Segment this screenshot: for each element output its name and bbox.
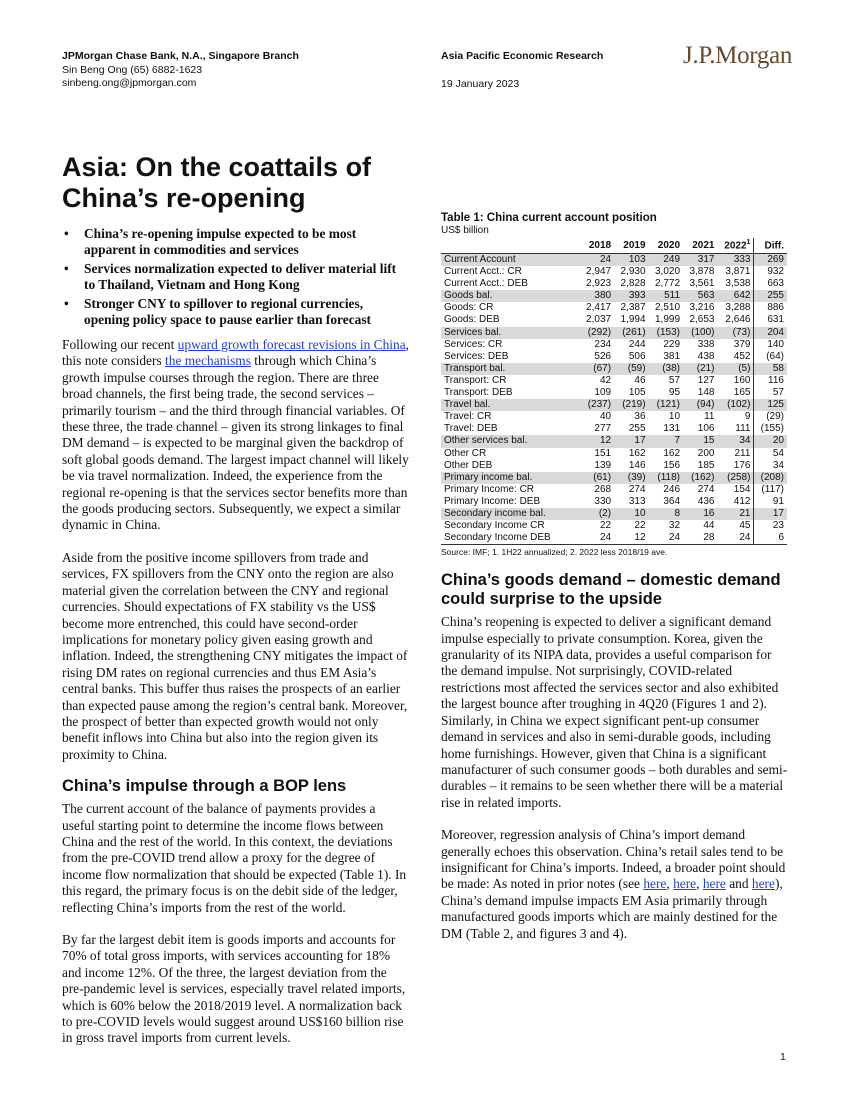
table-cell: (73)	[717, 327, 753, 339]
table-cell: (5)	[717, 363, 753, 375]
table-cell: (59)	[614, 363, 648, 375]
row-label: Goods bal.	[441, 290, 580, 302]
text-run: and	[725, 876, 752, 892]
row-label: Travel: DEB	[444, 423, 498, 435]
table-cell: 2,037	[586, 314, 612, 326]
table-cell: 34	[717, 435, 753, 447]
table-cell: (208)	[754, 472, 787, 484]
table-cell: 45	[739, 520, 751, 532]
table-cell: 40	[599, 411, 612, 423]
table-cell: (162)	[683, 472, 717, 484]
table-cell: 54	[754, 448, 787, 460]
table-cell: 58	[754, 363, 787, 375]
table-cell: 10	[614, 508, 648, 520]
table-cell: 3,878	[689, 266, 715, 278]
key-point-text: Services normalization expected to deliver material lift to Thailand, Vietnam and Hong Kong	[84, 261, 397, 292]
key-point	[62, 261, 410, 293]
table-cell: (258)	[717, 472, 753, 484]
report-date: 19 January 2023	[441, 77, 520, 90]
row-label: Services: CR	[444, 338, 503, 350]
goods-demand-paragraph-2	[441, 827, 789, 942]
table-cell: 24	[717, 532, 753, 545]
section-heading-bop: China’s impulse through a BOP lens	[62, 777, 347, 796]
table-cell: 140	[754, 339, 787, 351]
author-phone: Sin Beng Ong (65) 6882-1623	[62, 63, 203, 76]
table-cell: 17	[614, 435, 648, 447]
table-cell: 6	[754, 532, 787, 545]
bullet-icon: •	[64, 226, 69, 241]
jpmorgan-logo: J.P.Morgan	[683, 42, 793, 69]
table-cell: 380	[580, 290, 614, 302]
footnote-marker: 1	[746, 239, 751, 247]
table-cell: 663	[754, 278, 787, 290]
table-cell: 2,947	[586, 266, 612, 278]
row-label: Primary Income: CR	[444, 483, 535, 495]
table-cell: 162	[663, 447, 681, 459]
table-cell: 2,387	[620, 302, 646, 314]
table-cell: 317	[683, 254, 717, 267]
table-cell: 116	[754, 375, 787, 387]
row-label: Travel bal.	[441, 399, 580, 411]
bullet-icon: •	[64, 261, 69, 276]
table-cell: 412	[733, 495, 751, 507]
bop-paragraph-2: By far the largest debit item is goods imports and accounts for 70% of total gross imports, with services accounting for 18% and income 12%. Of the three, the largest deviation from the pre-pandemic level is services, especially travel related imports, which is 60% below the 2018/2019 level. A normalization back to pre-COVID levels would suggest around US$160 billion rise in gross travel imports from current levels.	[62, 932, 406, 1046]
table-cell: 106	[697, 423, 715, 435]
text-run: ), China’s demand impulse impacts EM Asia primarily through manufactured goods imports which are mainly destined for the DM (Table 2, and figures 3 and 4).	[441, 876, 783, 941]
growth-revisions-link[interactable]: upward growth forecast revisions in China	[177, 337, 406, 352]
table-cell: 333	[717, 254, 753, 267]
table-cell: 269	[754, 254, 787, 267]
table-row	[441, 327, 787, 339]
author-block	[62, 50, 299, 91]
table-cell: (292)	[580, 327, 614, 339]
table-cell: (155)	[754, 423, 787, 435]
table-cell: 44	[703, 520, 715, 532]
table-cell: 125	[754, 399, 787, 411]
table-cell: (261)	[614, 327, 648, 339]
table-row	[441, 496, 787, 508]
table-cell: 1,994	[620, 314, 646, 326]
table-cell: 160	[733, 374, 751, 386]
table-cell: (29)	[754, 411, 787, 423]
table-row	[441, 302, 787, 314]
table-cell: 2,930	[620, 266, 646, 278]
header-text: 2022	[724, 240, 747, 252]
row-label: Secondary Income DEB	[441, 532, 580, 545]
table-cell: 109	[594, 387, 612, 399]
table-cell: 24	[580, 532, 614, 545]
row-label: Transport: DEB	[444, 387, 513, 399]
company-name: JPMorgan Chase Bank, N.A., Singapore Branch	[62, 50, 299, 62]
key-points-list	[62, 226, 410, 328]
continued-text-spacer	[441, 162, 789, 202]
table-cell: 511	[649, 290, 683, 302]
table-cell: 154	[733, 483, 751, 495]
table-row	[441, 472, 787, 484]
table-row	[441, 387, 787, 399]
table-cell: 642	[717, 290, 753, 302]
table-cell: (21)	[683, 363, 717, 375]
table-row	[441, 254, 787, 267]
table-body	[441, 254, 787, 545]
mechanisms-link[interactable]: the mechanisms	[165, 353, 251, 369]
table-cell: 2,923	[586, 278, 612, 290]
row-label: Current Acct.: CR	[444, 266, 522, 278]
table-cell: (39)	[614, 472, 648, 484]
table-header-row	[441, 238, 787, 254]
right-column	[441, 162, 789, 942]
table-cell: 12	[614, 532, 648, 545]
table-cell: 3,871	[725, 266, 751, 278]
table-cell: (64)	[754, 351, 787, 363]
table-cell: 526	[594, 350, 612, 362]
table-row	[441, 520, 787, 532]
table-cell: 11	[704, 411, 715, 423]
table-cell: 46	[634, 374, 646, 386]
table-cell: 95	[668, 387, 681, 399]
table-cell: 330	[594, 495, 612, 507]
table-cell: 127	[697, 374, 715, 386]
page-number: 1	[780, 1051, 786, 1063]
table-cell: 146	[628, 459, 646, 471]
table-cell: (118)	[649, 472, 683, 484]
table-row	[441, 314, 787, 326]
table-cell: 229	[663, 338, 681, 350]
table-cell: 204	[754, 327, 787, 339]
table-cell: 185	[697, 459, 715, 471]
table-cell: (100)	[683, 327, 717, 339]
table-row	[441, 532, 787, 545]
table-cell: 3,538	[725, 278, 751, 290]
table-row	[441, 508, 787, 520]
current-account-table	[441, 238, 787, 545]
goods-demand-paragraph-1: China’s reopening is expected to deliver a significant demand impulse especially to private consumption. Korea, given the granularity of its NIPA data, provides a useful comparison for the demand impulse. Not surprisingly, COVID-related restrictions most affected the services sector and also exhibited the largest bounce after troughing in 4Q20 (Figures 1 and 2). Similarly, in China we expect significant pent-up consumer demand in services and also in semi-durable goods, including home furnishings. However, given that China is a significant manufacturer of such consumer goods – both durables and semi-durables – it remains to be seen whether there will be a material rise in related imports.	[441, 614, 788, 810]
table-cell: 176	[733, 459, 751, 471]
table-row	[441, 448, 787, 460]
table-cell: 338	[697, 338, 715, 350]
table-cell: 3,561	[689, 278, 715, 290]
here-link[interactable]: here	[702, 876, 726, 892]
table-row	[441, 351, 787, 363]
text-run: , this note considers	[62, 337, 409, 369]
table-cell: 57	[754, 387, 787, 399]
table-cell: 313	[628, 495, 646, 507]
report-series: Asia Pacific Economic Research	[441, 50, 604, 62]
table-cell: 151	[594, 447, 612, 459]
table-cell: (117)	[754, 484, 787, 496]
table-cell: 22	[599, 520, 612, 532]
table-cell: 156	[663, 459, 681, 471]
table-cell: 42	[599, 374, 612, 386]
table-row	[441, 375, 787, 387]
section-heading-goods-demand: China’s goods demand – domestic demand could surprise to the upside	[441, 571, 781, 609]
table-cell: 165	[733, 387, 751, 399]
table-cell: 8	[649, 508, 683, 520]
table-cell: 277	[594, 423, 612, 435]
table-row	[441, 435, 787, 447]
table-cell: 379	[733, 338, 751, 350]
table-row	[441, 411, 787, 423]
table-cell: 2,772	[654, 278, 681, 290]
table-cell: 57	[668, 374, 681, 386]
bullet-icon: •	[64, 296, 69, 311]
table-row	[441, 363, 787, 375]
table-cell: 131	[663, 423, 681, 435]
table-cell: 16	[683, 508, 717, 520]
here-link[interactable]: here	[751, 876, 775, 892]
intro-paragraph	[62, 337, 410, 534]
table-cell: (2)	[580, 508, 614, 520]
header-cell: 2021	[683, 238, 717, 254]
table-cell: 506	[628, 350, 646, 362]
header-label-cell	[441, 238, 580, 254]
table-cell: 886	[754, 302, 787, 314]
header-cell: 2018	[580, 238, 614, 254]
table-cell: 2,828	[620, 278, 646, 290]
table-cell: 364	[663, 495, 681, 507]
table-cell: 36	[634, 411, 646, 423]
table-cell: 12	[580, 435, 614, 447]
row-label: Services: DEB	[444, 350, 509, 362]
key-point	[62, 226, 410, 258]
table-cell: 563	[683, 290, 717, 302]
table-cell: 631	[754, 314, 787, 326]
table-cell: 268	[594, 483, 612, 495]
table-cell: 255	[628, 423, 646, 435]
key-point-text: Stronger CNY to spillover to regional currencies, opening policy space to pause earlier than forecast	[84, 296, 372, 327]
row-label: Goods: DEB	[444, 314, 500, 326]
table-row	[441, 484, 787, 496]
table-cell: 105	[628, 387, 646, 399]
page-title: Asia: On the coattails of China’s re-opening	[62, 152, 372, 213]
table-cell: 139	[594, 459, 612, 471]
table-cell: (219)	[614, 399, 648, 411]
text-run: ,	[666, 876, 674, 892]
table-cell: 3,020	[654, 266, 681, 278]
row-label: Transport: CR	[444, 374, 507, 386]
table-cell: 7	[649, 435, 683, 447]
table-cell: 103	[614, 254, 648, 267]
here-link[interactable]: here	[643, 876, 667, 892]
table-cell: (67)	[580, 363, 614, 375]
table-row	[441, 266, 787, 278]
table-cell: 381	[663, 350, 681, 362]
table-cell: 249	[649, 254, 683, 267]
row-label: Current Acct.: DEB	[444, 278, 528, 290]
table-cell: 2,510	[654, 302, 681, 314]
table-cell: 3,216	[689, 302, 715, 314]
table-cell: 436	[697, 495, 715, 507]
table-cell: 24	[580, 254, 614, 267]
bop-paragraph-1: The current account of the balance of payments provides a useful starting point to determine the income flows between China and the rest of the world. In this context, the deviations from the pre-COVID trend allow a proxy for the degree of income flow normalization that should be expected (Table 1). In this regard, the primary focus is on the debit side of the ledger, reflecting China’s imports from the rest of the world.	[62, 801, 407, 915]
table-cell: (102)	[717, 399, 753, 411]
text-run: Following our recent	[62, 337, 178, 352]
table-row	[441, 399, 787, 411]
table-cell: 274	[697, 483, 715, 495]
table-cell: 9	[744, 411, 751, 423]
table-cell: 234	[594, 338, 612, 350]
table-cell: 246	[663, 483, 681, 495]
key-point	[62, 296, 410, 328]
table-cell: 274	[628, 483, 646, 495]
table-row	[441, 460, 787, 472]
table-cell: (153)	[649, 327, 683, 339]
table-title: Table 1: China current account position	[441, 212, 657, 224]
row-label: Other services bal.	[441, 435, 580, 447]
table-cell: 244	[628, 338, 646, 350]
table-cell: 2,417	[586, 302, 612, 314]
table-cell: 22	[634, 520, 646, 532]
table-cell: (94)	[683, 399, 717, 411]
table-cell: 393	[614, 290, 648, 302]
table-cell: 255	[754, 290, 787, 302]
left-column	[62, 152, 410, 1047]
row-label: Services bal.	[441, 327, 580, 339]
header-cell	[717, 238, 753, 254]
table-row	[441, 339, 787, 351]
row-label: Secondary income bal.	[441, 508, 580, 520]
table-row	[441, 423, 787, 435]
row-label: Other DEB	[444, 459, 493, 471]
table-cell: 32	[668, 520, 681, 532]
report-meta	[441, 50, 603, 91]
header-cell	[754, 238, 787, 254]
table-cell: 21	[717, 508, 753, 520]
table-cell: 28	[683, 532, 717, 545]
table-cell: 20	[754, 435, 787, 447]
table-cell: 10	[668, 411, 681, 423]
row-label: Primary income bal.	[441, 472, 580, 484]
table-cell: 148	[697, 387, 715, 399]
header-text: Diff.	[764, 240, 784, 252]
table-cell: 2,646	[725, 314, 751, 326]
row-label: Travel: CR	[444, 411, 492, 423]
table-cell: 452	[733, 350, 751, 362]
table-source: Source: IMF; 1. 1H22 annualized; 2. 2022 less 2018/19 ave.	[441, 547, 668, 558]
text-run: ,	[696, 876, 703, 892]
table-cell: 932	[754, 266, 787, 278]
table-cell: 23	[754, 520, 787, 532]
here-link[interactable]: here	[673, 876, 697, 892]
author-email: sinbeng.ong@jpmorgan.com	[62, 77, 197, 89]
header-cell: 2019	[614, 238, 648, 254]
table-cell: 24	[649, 532, 683, 545]
header-cell: 2020	[649, 238, 683, 254]
row-label: Current Account	[441, 254, 580, 267]
key-point-text: China’s re-opening impulse expected to be most apparent in commodities and services	[84, 226, 357, 257]
text-run: through which China’s growth impulse courses through the region. There are three broad channels, the first being trade, the second services – primarily tourism – and the third through financial variables. Of these three, the trade channel – given its strong linkages to final DM demand – is expected to be marginal given the backdrop of soft global goods demand. The largest impact channel will likely be via travel normalization. Indeed, the experience from the regional re-opening is that the services sector benefits more than the goods producing sectors. Subsequently, we expect a similar dynamic in China.	[62, 353, 409, 533]
table-row	[441, 290, 787, 302]
table-cell: 438	[697, 350, 715, 362]
table-cell: (237)	[580, 399, 614, 411]
table-cell: (121)	[649, 399, 683, 411]
table-cell: 34	[754, 460, 787, 472]
row-label: Primary Income: DEB	[444, 495, 541, 507]
row-label: Other CR	[444, 447, 487, 459]
text-run: Moreover, regression analysis of China’s import demand generally echoes this observation. China’s retail sales tend to be insignificant for China’s imports. Indeed, a broader point should be made: As noted in prior notes (see	[441, 827, 786, 892]
row-label: Goods: CR	[444, 302, 494, 314]
row-label: Transport bal.	[441, 363, 580, 375]
table-cell: 211	[734, 447, 751, 459]
table-cell: 200	[697, 447, 715, 459]
table-cell: 17	[754, 508, 787, 520]
table-unit: US$ billion	[441, 225, 489, 236]
table-cell: 3,288	[725, 302, 751, 314]
table-cell: 91	[754, 496, 787, 508]
fx-spillover-paragraph: Aside from the positive income spillovers from trade and services, FX spillovers from the CNY onto the region are also material given the correlation between the CNY and regional currencies. Should expectations of FX stability vs the US$ become more entrenched, this could have second-order implications for monetary policy given easing growth and inflation. Indeed, the strengthening CNY mitigates the impact of rising DM rates on regional currencies and thus EM Asia’s central banks. This buffer thus raises the prospects of an earlier than expected pause among the region’s central bank. Moreover, the prospect of better than expected growth would not only benefit inflows into China but also into the region given its proximity to China.	[62, 549, 408, 762]
table-cell: 111	[735, 423, 751, 435]
table-cell: (38)	[649, 363, 683, 375]
row-label: Secondary Income CR	[444, 520, 545, 532]
table-cell: 162	[628, 447, 646, 459]
table-cell: 1,999	[654, 314, 681, 326]
table-cell: (61)	[580, 472, 614, 484]
table-cell: 15	[683, 435, 717, 447]
table-cell: 2,653	[689, 314, 715, 326]
table-row	[441, 278, 787, 290]
